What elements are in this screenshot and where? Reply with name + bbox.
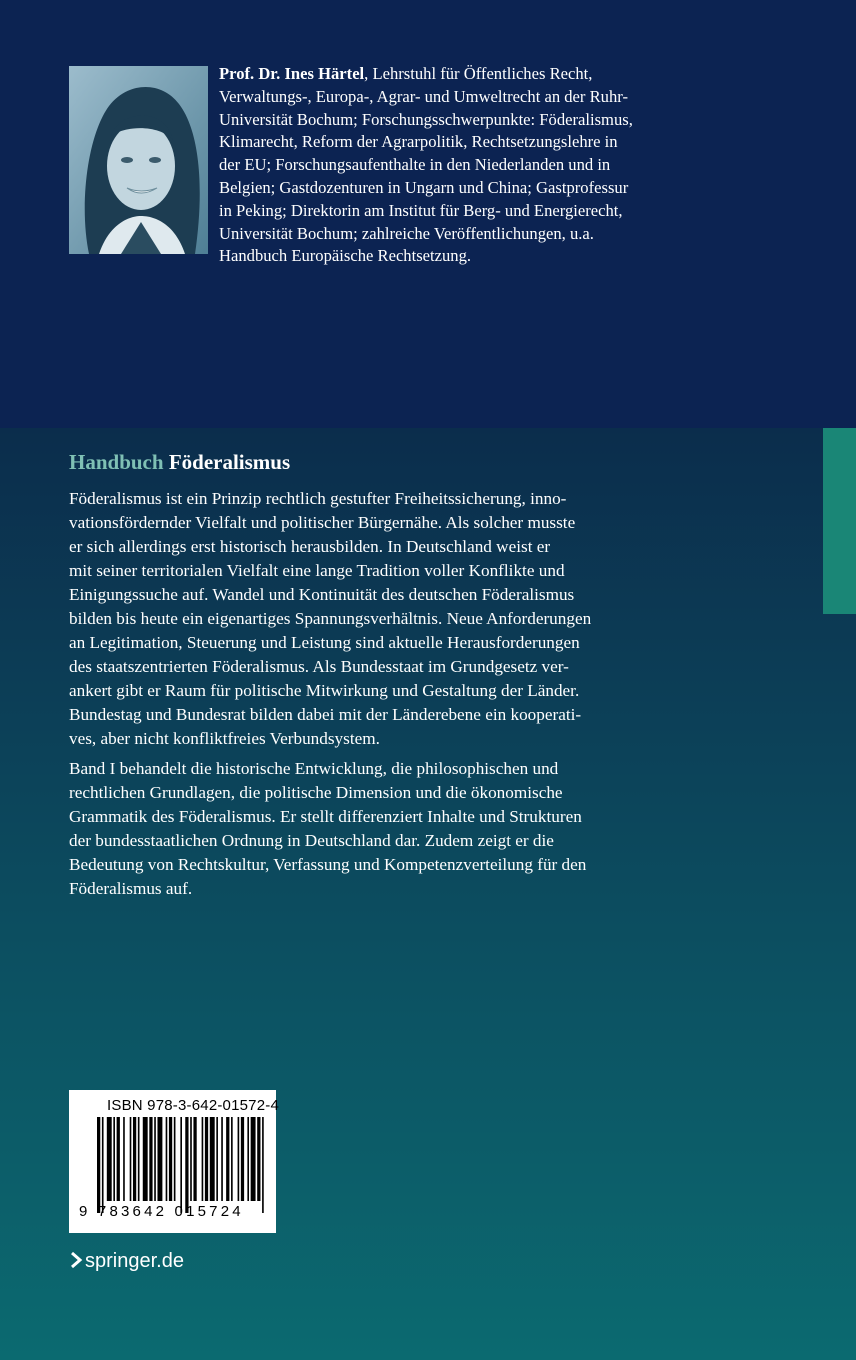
chevron-right-icon [69, 1251, 83, 1269]
barcode-bar [166, 1117, 168, 1201]
description-line: des staatszentrierten Föderalismus. Als Bundesstaat im Grundgesetz ver- [69, 657, 569, 676]
description-line: Band I behandelt die historische Entwicklung, die philosophischen und [69, 759, 559, 778]
barcode-bar [174, 1117, 176, 1201]
barcode-bar [247, 1117, 249, 1201]
description-line: Einigungssuche auf. Wandel und Kontinuität des deutschen Föderalismus [69, 585, 575, 604]
barcode-bar [216, 1117, 218, 1201]
barcode-bar [202, 1117, 204, 1201]
barcode-bar [241, 1117, 244, 1201]
barcode-bar [133, 1117, 136, 1201]
description-line: ankert gibt er Raum für politische Mitwirkung und Gestaltung der Länder. [69, 681, 580, 700]
description-line: ves, aber nicht konfliktfreies Verbundsystem. [69, 729, 380, 748]
author-bio [219, 63, 689, 268]
barcode-bar [143, 1117, 148, 1201]
description-line: er sich allerdings erst historisch herausbilden. In Deutschland weist er [69, 537, 551, 556]
barcode-bar [238, 1117, 240, 1201]
description-line: vationsfördernder Vielfalt und politischer Bürgernähe. Als solcher musste [69, 513, 576, 532]
description-line: an Legitimation, Steuerung und Leistung sind aktuelle Herausforderungen [69, 633, 580, 652]
barcode-bar [123, 1117, 125, 1201]
description-line: Föderalismus ist ein Prinzip rechtlich gestufter Freiheitssicherung, inno- [69, 489, 567, 508]
description-line: Grammatik des Föderalismus. Er stellt differenziert Inhalte und Strukturen [69, 807, 582, 826]
description-line: rechtlichen Grundlagen, die politische Dimension und die ökonomische [69, 783, 563, 802]
barcode-bar [107, 1117, 112, 1201]
book-title-main: Föderalismus [168, 450, 291, 474]
description-paragraph-1 [69, 487, 689, 751]
barcode-bar [130, 1117, 132, 1201]
accent-tab [823, 428, 856, 614]
author-bio-line: , Lehrstuhl für Öffentliches Recht, [364, 64, 593, 83]
author-bio-line: der EU; Forschungsaufenthalte in den Niederlanden und in [219, 155, 611, 175]
barcode-bar [117, 1117, 120, 1201]
isbn-barcode [69, 1090, 280, 1233]
barcode-bar [231, 1117, 233, 1201]
barcode-bar [262, 1117, 264, 1213]
barcode-bar [113, 1117, 115, 1201]
author-photo [69, 66, 208, 254]
barcode-bar [193, 1117, 196, 1201]
barcode-bar [221, 1117, 223, 1201]
barcode-bar [138, 1117, 140, 1201]
barcode-bar [210, 1117, 215, 1201]
barcode-bar [157, 1117, 162, 1201]
barcode-bar [169, 1117, 172, 1201]
barcode-bar [154, 1117, 156, 1201]
author-bio-line: Verwaltungs-, Europa-, Agrar- und Umweltrecht an der Ruhr- [219, 86, 628, 106]
barcode-bar [205, 1117, 208, 1201]
book-description [69, 487, 689, 907]
barcode-bar [97, 1117, 100, 1213]
author-bio-line: Universität Bochum; zahlreiche Veröffentlichungen, u.a. [219, 223, 594, 243]
isbn-label: ISBN 978-3-642-01572-4 [107, 1097, 280, 1114]
description-line: mit seiner territorialen Vielfalt eine lange Tradition voller Konflikte und [69, 561, 565, 580]
barcode-bar [190, 1117, 192, 1201]
barcode-bar [185, 1117, 188, 1213]
author-bio-line: Handbuch Europäische Rechtsetzung. [219, 246, 472, 266]
description-line: bilden bis heute ein eigenartiges Spannungsverhältnis. Neue Anforderungen [69, 609, 592, 628]
publisher-url: springer.de [85, 1250, 184, 1272]
barcode-digits: 9 783642 015724 [79, 1203, 244, 1220]
barcode-bar [149, 1117, 152, 1201]
barcode-bar [226, 1117, 229, 1201]
barcode-bar [257, 1117, 260, 1201]
publisher-link[interactable] [69, 1250, 184, 1273]
author-bio-line: Belgien; Gastdozenturen in Ungarn und China; Gastprofessur [219, 177, 629, 197]
description-paragraph-2 [69, 757, 689, 901]
author-portrait-image [69, 66, 208, 254]
barcode-bar [180, 1117, 182, 1213]
author-bio-line: Klimarecht, Reform der Agrarpolitik, Rechtsetzungslehre in [219, 132, 618, 152]
description-line: der bundesstaatlichen Ordnung in Deutschland dar. Zudem zeigt er die [69, 831, 554, 850]
description-line: Bedeutung von Rechtskultur, Verfassung und Kompetenzverteilung für den [69, 855, 587, 874]
author-bio-line: Universität Bochum; Forschungsschwerpunkte: Föderalismus, [219, 109, 633, 129]
description-line: Bundestag und Bundesrat bilden dabei mit der Länderebene ein kooperati- [69, 705, 582, 724]
author-bio-line: in Peking; Direktorin am Institut für Berg- und Energierecht, [219, 200, 623, 220]
book-title-prefix: Handbuch [69, 450, 164, 474]
barcode-bar [102, 1117, 104, 1213]
barcode-bars [97, 1117, 267, 1213]
description-line: Föderalismus auf. [69, 879, 193, 898]
author-name: Prof. Dr. Ines Härtel [219, 64, 365, 83]
book-title [69, 450, 290, 475]
barcode-bar [251, 1117, 256, 1201]
